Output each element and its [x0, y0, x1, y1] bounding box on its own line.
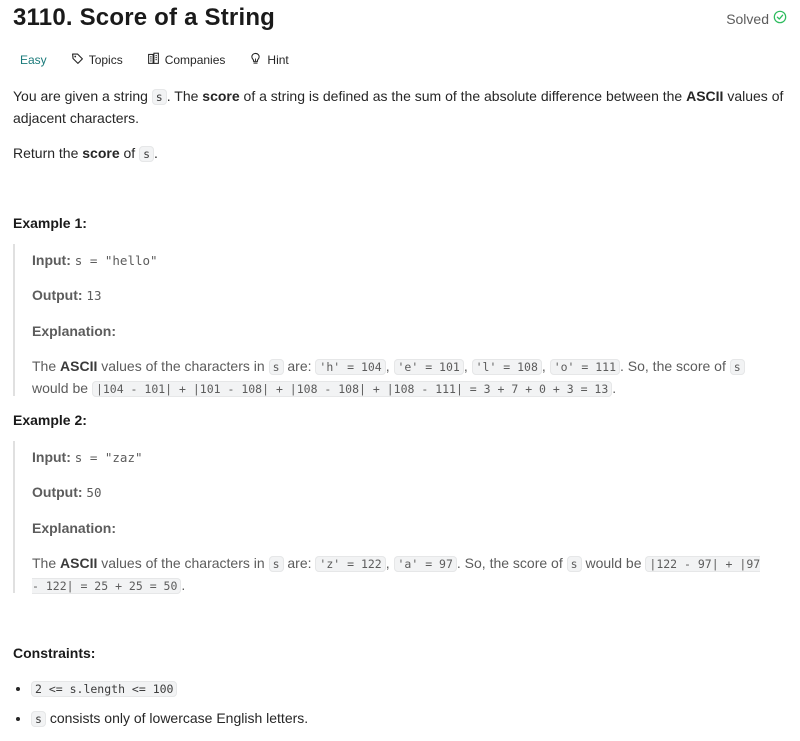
text: ,	[385, 555, 394, 571]
text: values of adjacent characters.	[13, 88, 784, 126]
text: are:	[283, 555, 316, 571]
inline-code: 'z' = 122	[315, 556, 385, 572]
text: consists only of lowercase English letters.	[45, 710, 309, 726]
text: are:	[283, 358, 316, 374]
inline-code: s	[269, 556, 284, 572]
output-label: Output:	[32, 484, 83, 500]
inline-code: 'e' = 101	[394, 359, 464, 375]
output-value: 50	[86, 485, 102, 500]
companies-label: Companies	[164, 53, 226, 67]
example-2-block	[13, 441, 785, 593]
input-label: Input:	[32, 252, 71, 268]
inline-code: s	[139, 146, 154, 162]
example-1-title: Example 1:	[13, 215, 87, 231]
text: Return the	[13, 145, 83, 161]
topics-label: Topics	[88, 53, 123, 67]
inline-code: 'o' = 111	[550, 359, 620, 375]
output-label: Output:	[32, 287, 83, 303]
text: .	[154, 145, 158, 161]
example-1-explanation-label	[32, 321, 116, 342]
check-circle-icon	[773, 10, 787, 27]
list-item	[31, 708, 308, 730]
text: . So, the score of	[620, 358, 730, 374]
inline-code: 'l' = 108	[472, 359, 542, 375]
inline-code: |104 - 101| + |101 - 108| + |108 - 108| + |108 - 111| = 3 + 7 + 0 + 3 = 13	[92, 381, 612, 397]
building-icon	[147, 52, 160, 68]
inline-code: s	[31, 711, 46, 727]
lightbulb-icon	[249, 52, 262, 68]
solved-status	[726, 10, 787, 27]
text: would be	[32, 380, 92, 396]
problem-title[interactable]: 3110. Score of a String	[13, 4, 276, 31]
text: .	[612, 380, 617, 396]
inline-code: 'a' = 97	[394, 556, 457, 572]
example-1-input	[32, 250, 158, 271]
bold-text: ASCII	[686, 88, 724, 104]
constraints-title: Constraints:	[13, 645, 96, 661]
inline-code: s	[567, 556, 582, 572]
text: .	[181, 577, 186, 593]
text: ,	[385, 358, 394, 374]
output-value: 13	[86, 288, 102, 303]
bold-text: ASCII	[60, 358, 98, 374]
problem-tags	[13, 48, 297, 72]
example-1-block	[13, 244, 785, 396]
text: would be	[581, 555, 646, 571]
solved-label: Solved	[726, 10, 769, 27]
inline-code: 'h' = 104	[315, 359, 385, 375]
bold-text: ASCII	[60, 555, 98, 571]
constraints-list	[13, 678, 308, 738]
inline-code: s	[730, 359, 745, 375]
inline-code: s	[269, 359, 284, 375]
text: . So, the score of	[456, 555, 567, 571]
inline-code: |122 - 97| + |97 - 122| = 25 + 25 = 50	[32, 557, 761, 593]
text: You are given a string	[13, 88, 152, 104]
text: The	[32, 358, 61, 374]
text: of a string is defined as the sum of the absolute difference between the	[239, 88, 687, 104]
inline-code: 2 <= s.length <= 100	[31, 681, 177, 697]
text: ,	[463, 358, 472, 374]
example-1-output	[32, 285, 101, 306]
hint-label: Hint	[267, 53, 289, 67]
bold-text: score	[82, 145, 120, 161]
text: values of the characters in	[97, 555, 269, 571]
example-2-input	[32, 447, 143, 468]
input-value: s = "hello"	[74, 253, 158, 268]
text: of	[119, 145, 140, 161]
explanation-label: Explanation:	[32, 323, 117, 339]
companies-button[interactable]	[139, 48, 234, 72]
topics-button[interactable]	[63, 48, 131, 72]
text: ,	[541, 358, 550, 374]
difficulty-badge: Easy	[20, 53, 47, 67]
example-2-explanation-label	[32, 518, 116, 539]
return-paragraph	[13, 143, 158, 165]
example-2-title: Example 2:	[13, 412, 87, 428]
example-2-output	[32, 482, 101, 503]
explanation-label: Explanation:	[32, 520, 117, 536]
inline-code: s	[152, 89, 167, 105]
text: The	[32, 555, 61, 571]
input-value: s = "zaz"	[74, 450, 143, 465]
example-1-explanation	[32, 356, 784, 400]
hint-button[interactable]	[241, 48, 296, 72]
list-item	[31, 678, 308, 700]
tag-icon	[71, 52, 84, 68]
text: . The	[166, 88, 203, 104]
description-paragraph	[13, 86, 787, 129]
bold-text: score	[202, 88, 240, 104]
input-label: Input:	[32, 449, 71, 465]
example-2-explanation	[32, 553, 772, 597]
text: values of the characters in	[97, 358, 269, 374]
